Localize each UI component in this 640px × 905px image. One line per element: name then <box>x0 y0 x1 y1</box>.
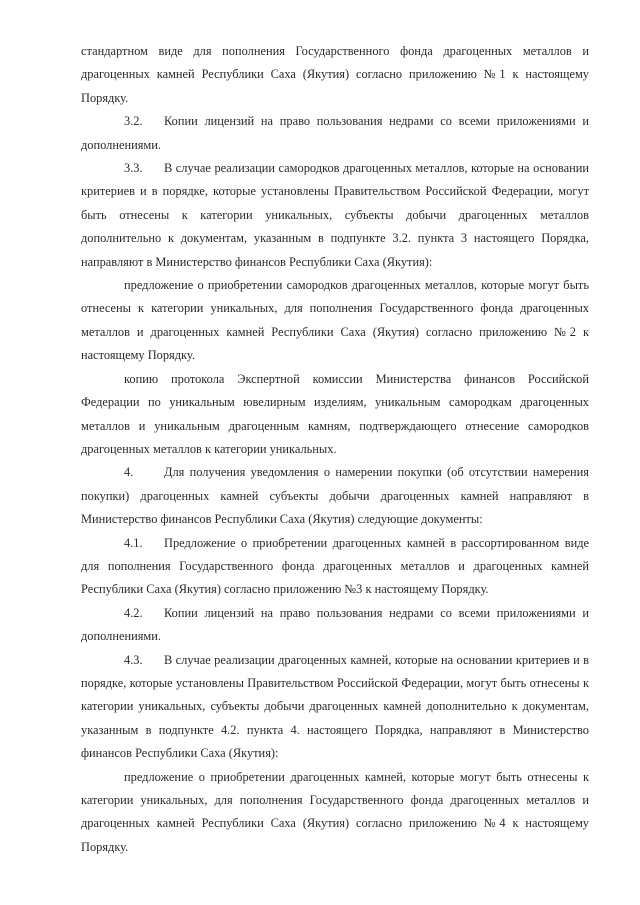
paragraph-continuation: стандартном виде для пополнения Государственного фонда драгоценных металлов и драгоценных камней Республики Саха (Якутия) согласно приложению №1 к настоящему Порядку. <box>81 44 589 105</box>
clause-text: В случае реализации самородков драгоценных металлов, которые на основании критериев и в порядке, которые установлены Правительством Российской Федерации, могут быть отнесены к категории уникальных, субъекты добычи драгоценных металлов дополнительно к документам, указанным в подпункте 3.2. пункта 3 настоящего Порядка, направляют в Министерство финансов Республики Саха (Якутия): <box>81 161 589 269</box>
paragraph-offer-stones: предложение о приобретении драгоценных камней, которые могут быть отнесены к категории уникальных, для пополнения Государственного фонда драгоценных металлов и драгоценных камней Республики Саха (Якутия) согласно приложению №4 к настоящему Порядку. <box>81 769 589 854</box>
clause-number: 4.3. <box>124 652 143 667</box>
clause-4-3 <box>81 649 589 766</box>
clause-number: 4.2. <box>124 605 143 620</box>
clause-number: 4.1. <box>124 535 143 550</box>
paragraph-protocol-copy: копию протокола Экспертной комиссии Министерства финансов Российской Федерации по уникальным ювелирным изделиям, уникальным самородкам драгоценных металлов и уникальным драгоценным камням, подтверждающего отнесение самородков драгоценных металлов к категории уникальных. <box>81 371 589 456</box>
clause-number: 4. <box>124 465 134 480</box>
clause-number: 3.3. <box>124 161 143 176</box>
clause-text: Для получения уведомления о намерении покупки (об отсутствии намерения покупки) драгоценных камней субъекты добычи драгоценных камней направляют в Министерство финансов Республики Саха (Якутия) следующие документы: <box>81 465 589 527</box>
clause-text: Копии лицензий на право пользования недрами со всеми приложениями и дополнениями. <box>81 114 589 152</box>
document-body <box>81 40 589 859</box>
clause-number: 3.2. <box>124 114 143 129</box>
paragraph-offer-metals: предложение о приобретении самородков драгоценных металлов, которые могут быть отнесены к категории уникальных, для пополнения Государственного фонда драгоценных металлов и драгоценных камней Республики Саха (Якутия) согласно приложению №2 к настоящему Порядку. <box>81 278 589 363</box>
clause-text: В случае реализации драгоценных камней, которые на основании критериев и в порядке, которые установлены Правительством Российской Федерации, могут быть отнесены к категории уникальных, субъекты добычи драгоценных камней дополнительно к документам, указанным в подпункте 4.2. пункта 4. настоящего Порядка, направляют в Министерство финансов Республики Саха (Якутия): <box>81 652 589 761</box>
clause-3-3 <box>81 157 589 274</box>
clause-4-1 <box>81 532 589 602</box>
clause-3-2 <box>81 110 589 157</box>
clause-text: Копии лицензий на право пользования недрами со всеми приложениями и дополнениями. <box>81 605 589 644</box>
clause-4-2 <box>81 602 589 649</box>
clause-4 <box>81 461 589 531</box>
clause-text: Предложение о приобретении драгоценных камней в рассортированном виде для пополнения Государственного фонда драгоценных металлов и драгоценных камней Республики Саха (Якутия) согласно приложению №3 к настоящему Порядку. <box>81 535 589 597</box>
